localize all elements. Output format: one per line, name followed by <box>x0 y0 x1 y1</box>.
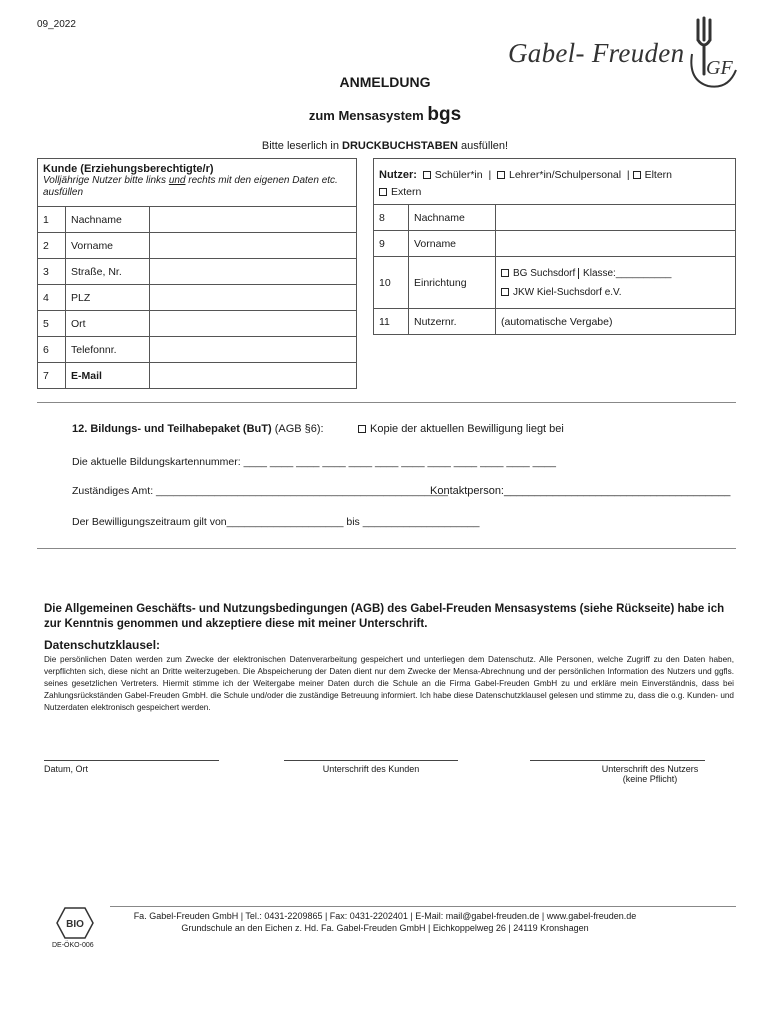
vorname-field[interactable] <box>150 233 357 259</box>
subtitle-brand: bgs <box>427 104 462 125</box>
kunde-subheading: Volljährige Nutzer bitte links und rechts mit den eigenen Daten etc. ausfüllen <box>43 175 338 198</box>
row-label: Nachname <box>66 207 150 233</box>
datum-label: Datum, Ort <box>44 764 89 774</box>
copy-label: Kopie der aktuellen Bewilligung liegt bei <box>370 423 564 435</box>
jkw-checkbox[interactable] <box>501 288 509 296</box>
row-number: 7 <box>38 363 66 389</box>
table-row <box>38 207 357 233</box>
kunde-header <box>38 159 357 207</box>
row-label: Ort <box>66 311 150 337</box>
nutzer-signature-label: Unterschrift des Nutzers (keine Pflicht) <box>601 764 699 784</box>
row-label: PLZ <box>66 285 150 311</box>
row-label: Vorname <box>66 233 150 259</box>
zeitraum-field[interactable]: Der Bewilligungszeitraum gilt von____________________ bis ____________________ <box>72 516 480 528</box>
eltern-label: Eltern <box>644 169 673 181</box>
but-heading: 12. Bildungs- und Teilhabepaket (BuT) (AGB §6): <box>72 423 324 435</box>
klasse-field[interactable]: Klasse:__________ <box>578 268 671 279</box>
note-suffix: ausfüllen! <box>460 140 509 152</box>
page-title: ANMELDUNG <box>339 74 431 90</box>
schueler-label: Schüler*in <box>434 169 483 181</box>
fill-instruction <box>0 140 770 152</box>
row-number: 4 <box>38 285 66 311</box>
nachname-field[interactable] <box>150 207 357 233</box>
row-number: 1 <box>38 207 66 233</box>
kunde-table <box>37 158 357 389</box>
agb-statement: Die Allgemeinen Geschäfts- und Nutzungsbedingungen (AGB) des Gabel-Freuden Mensasystems (siehe Rückseite) habe ich zur Kenntnis genommen und akzeptiere diese mit meiner Unterschrift. <box>44 603 725 630</box>
lehrer-checkbox[interactable] <box>497 171 505 179</box>
nutzer-header: Nutzer: Schüler*in | Lehrer*in/Schulpersonal | Eltern Extern <box>374 159 736 205</box>
extern-checkbox[interactable] <box>379 188 387 196</box>
table-row <box>38 337 357 363</box>
strasse-field[interactable] <box>150 259 357 285</box>
lehrer-label: Lehrer*in/Schulpersonal <box>509 169 622 181</box>
page-subtitle <box>0 104 770 126</box>
telefon-field[interactable] <box>150 337 357 363</box>
subtitle-prefix: zum Mensasystem <box>308 108 424 123</box>
row-label: Vorname <box>409 231 496 257</box>
row-number: 3 <box>38 259 66 285</box>
note-bold: DRUCKBUCHSTABEN <box>342 140 458 152</box>
kunde-heading: Kunde (Erziehungsberechtigte/r) <box>43 163 214 175</box>
row-number: 8 <box>374 205 409 231</box>
datenschutz-title: Datenschutzklausel: <box>44 638 161 652</box>
row-number: 9 <box>374 231 409 257</box>
nutzer-heading: Nutzer: <box>379 169 417 181</box>
table-row <box>38 259 357 285</box>
row-label: Telefonnr. <box>66 337 150 363</box>
row-number: 6 <box>38 337 66 363</box>
nutzer-signature-line[interactable] <box>530 760 705 761</box>
footer <box>0 910 770 934</box>
nutzer-vorname-field[interactable] <box>496 231 736 257</box>
bg-suchsdorf-label: BG Suchsdorf <box>513 267 576 279</box>
kunde-signature-label: Unterschrift des Kunden <box>322 764 420 774</box>
logo-text: Gabel- Freuden <box>508 38 685 68</box>
footer-address: Grundschule an den Eichen z. Hd. Fa. Gabel-Freuden GmbH | Eichkoppelweg 26 | 24119 Kronshagen <box>181 923 589 933</box>
divider <box>37 548 736 549</box>
email-field[interactable] <box>150 363 357 389</box>
bio-code: DE-ÖKO-006 <box>52 942 94 949</box>
row-number: 5 <box>38 311 66 337</box>
schueler-checkbox[interactable] <box>423 171 431 179</box>
date-code: 09_2022 <box>37 19 76 30</box>
jkw-label: JKW Kiel-Suchsdorf e.V. <box>513 286 622 298</box>
extern-label: Extern <box>391 186 422 198</box>
kartennummer-field[interactable]: Die aktuelle Bildungskartennummer: ____ ____ ____ ____ ____ ____ ____ ____ ____ ____ ____ ____ <box>72 456 556 468</box>
row-number: 11 <box>374 309 409 335</box>
ort-field[interactable] <box>150 311 357 337</box>
nutzer-nachname-field[interactable] <box>496 205 736 231</box>
table-row <box>38 285 357 311</box>
table-row <box>374 205 736 231</box>
amt-field[interactable]: Zuständiges Amt: __________________________________________________ <box>72 485 449 497</box>
copy-checkbox[interactable] <box>358 425 366 433</box>
eltern-checkbox[interactable] <box>633 171 641 179</box>
bg-suchsdorf-checkbox[interactable] <box>501 269 509 277</box>
row-label: Nutzernr. <box>409 309 496 335</box>
footer-contact: Fa. Gabel-Freuden GmbH | Tel.: 0431-2209865 | Fax: 0431-2202401 | E-Mail: mail@gabel-freuden.de | www.gabel-freuden.de <box>133 911 637 921</box>
table-row <box>38 363 357 389</box>
datum-line[interactable] <box>44 760 219 761</box>
nutzernr-value: (automatische Vergabe) <box>496 309 736 335</box>
kunde-signature-line[interactable] <box>284 760 458 761</box>
table-row <box>374 309 736 335</box>
einrichtung-field <box>496 257 736 309</box>
table-row <box>38 311 357 337</box>
datenschutz-text: Die persönlichen Daten werden zum Zwecke der elektronischen Datenverarbeitung gespeichert und unterliegen dem Datenschutz. Alle Personen, welche Zugriff zu den Daten haben, verpflichten sich, diese nicht an Dritte weiterzugeben. Die Abspeicherung der Daten dient nur dem Zwecke der Mensa-Abrechnung und der persönlichen Information des Nutzers und ggfls. seines gesetzlichen Vertreters. Hiermit stimme ich der Weitergabe meiner Daten durch die Schule an die Firma Gabel-Freuden GmbH zu und erkläre mein Einverständnis, dass bei Zahlungsrückständen Gabel-Freuden GmbH. die Schule und/oder die zuständige Betreuung informiert. Ich habe diese Datenschutzklausel gelesen und stimme zu, dass die o.g. Kunden- und Nutzerdaten elektronisch gespeichert werden. <box>44 655 734 712</box>
but-copy-option <box>358 423 564 435</box>
table-row <box>374 257 736 309</box>
row-number: 2 <box>38 233 66 259</box>
svg-text:BIO: BIO <box>66 919 84 930</box>
plz-field[interactable] <box>150 285 357 311</box>
footer-divider <box>110 906 736 907</box>
row-number: 10 <box>374 257 409 309</box>
row-label: Nachname <box>409 205 496 231</box>
kontakt-field[interactable]: Kontaktperson:_____________________________________ <box>430 485 731 497</box>
table-row <box>374 231 736 257</box>
row-label: Straße, Nr. <box>66 259 150 285</box>
nutzer-table <box>373 158 736 335</box>
row-label: Einrichtung <box>409 257 496 309</box>
divider <box>37 402 736 403</box>
row-label: E-Mail <box>66 363 150 389</box>
table-row <box>38 233 357 259</box>
note-prefix: Bitte leserlich in <box>261 140 339 152</box>
svg-text:GF: GF <box>706 57 733 79</box>
